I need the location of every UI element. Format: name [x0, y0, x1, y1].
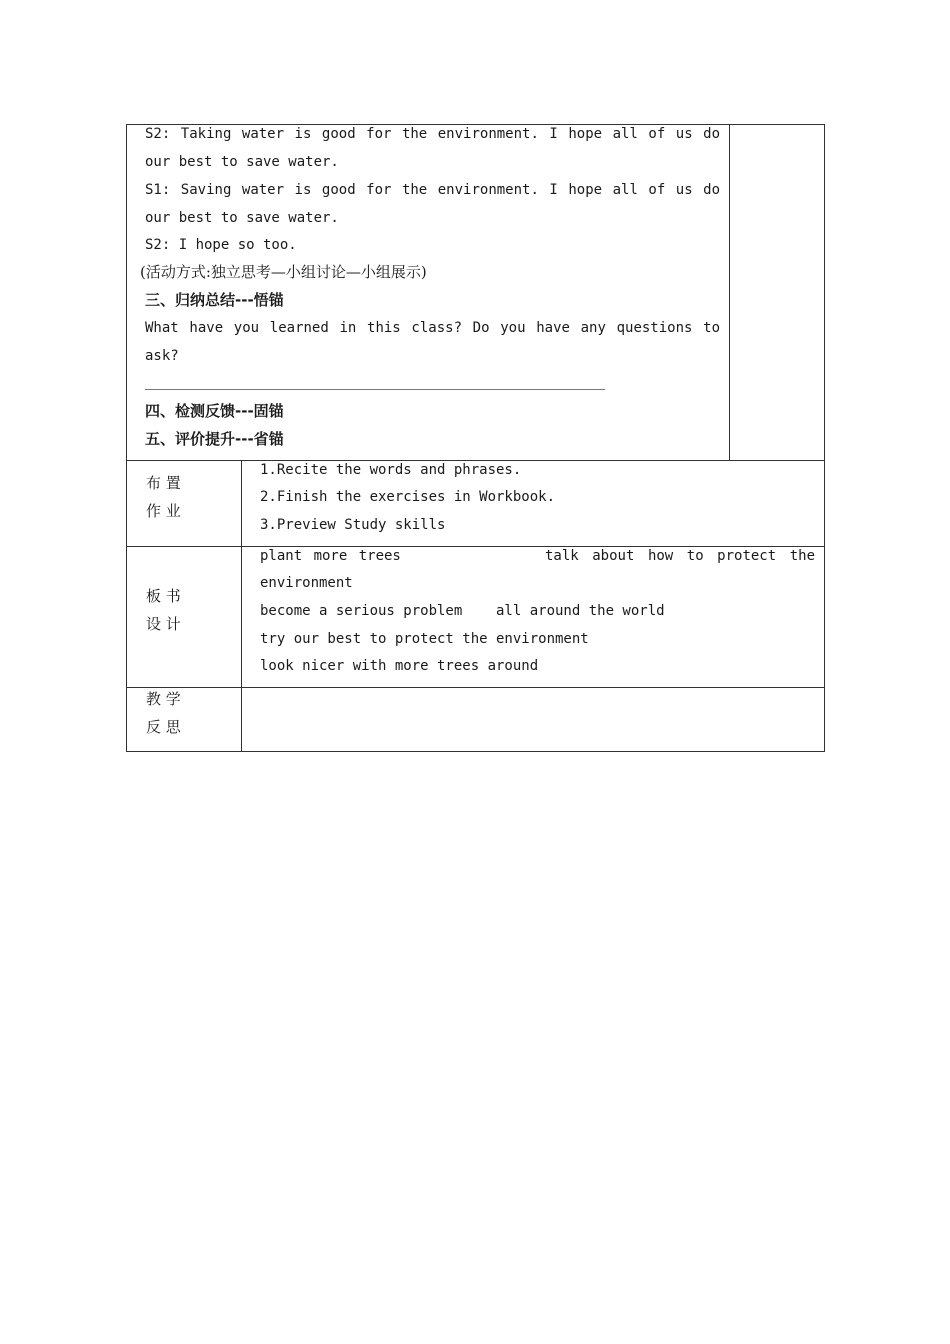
label-column-divider: [241, 460, 242, 752]
board-phrase: try our best to protect the environment: [260, 631, 589, 647]
board-phrase: environment: [260, 575, 353, 591]
homework-item: 2.Finish the exercises in Workbook.: [260, 489, 556, 505]
dialogue-line: our best to save water.: [145, 154, 339, 170]
row-label: 反 思: [146, 718, 181, 736]
section-heading: 三、归纳总结---悟锚: [145, 291, 284, 309]
board-phrase: all around the world: [496, 603, 665, 619]
row-label: 教 学: [146, 690, 181, 708]
dialogue-line: S2: I hope so too.: [145, 237, 297, 253]
board-phrase: talk about how to protect the: [545, 548, 815, 564]
row-label: 布 置: [146, 474, 181, 492]
dialogue-line: S2: Taking water is good for the environment. I hope all of us do: [145, 126, 720, 142]
dialogue-line: our best to save water.: [145, 210, 339, 226]
answer-blank-line: [145, 389, 605, 390]
row-label: 作 业: [146, 502, 181, 520]
board-phrase: become a serious problem: [260, 603, 463, 619]
dialogue-line: S1: Saving water is good for the environment. I hope all of us do: [145, 182, 720, 198]
question-line: What have you learned in this class? Do you have any questions to: [145, 320, 720, 336]
row-divider-3: [126, 687, 825, 688]
activity-mode-note: (活动方式:独立思考—小组讨论—小组展示): [140, 263, 427, 281]
row-label: 板 书: [146, 587, 181, 605]
board-phrase: plant more trees: [260, 548, 401, 564]
board-phrase: look nicer with more trees around: [260, 658, 539, 674]
table-border-left: [126, 124, 127, 752]
section-heading: 四、检测反馈---固锚: [145, 402, 284, 420]
row-label: 设 计: [146, 615, 181, 633]
question-line: ask?: [145, 348, 179, 364]
top-cell-right-divider: [729, 124, 730, 461]
table-border-bottom: [126, 751, 825, 752]
section-heading: 五、评价提升---省锚: [145, 430, 284, 448]
table-border-right: [824, 124, 825, 752]
homework-item: 3.Preview Study skills: [260, 517, 446, 533]
homework-item: 1.Recite the words and phrases.: [260, 462, 522, 478]
